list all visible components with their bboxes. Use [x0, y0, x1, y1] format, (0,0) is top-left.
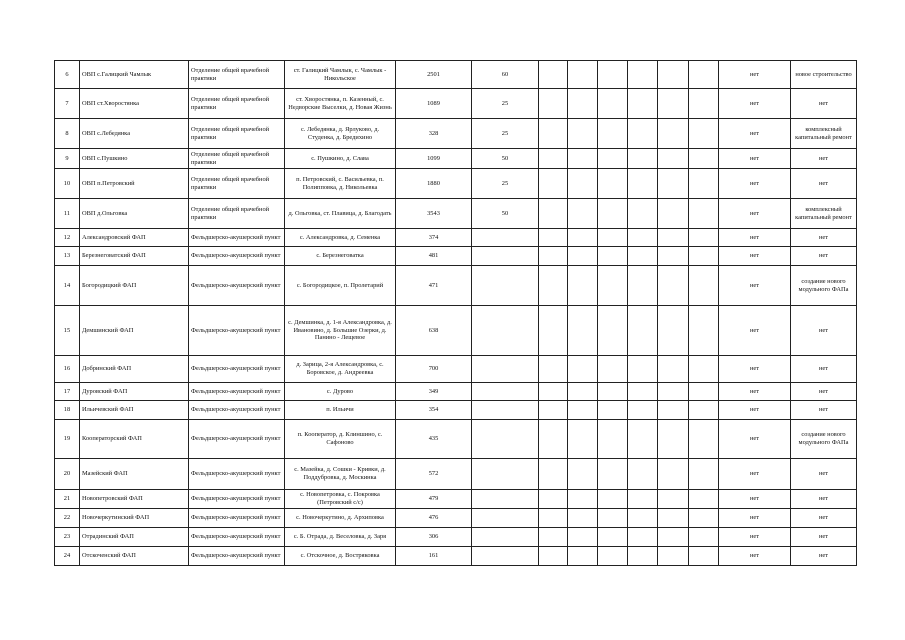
table-row [55, 356, 857, 383]
facility-name: Новочеркутинский ФАП [80, 509, 189, 528]
empty-cell [598, 490, 628, 509]
capacity [472, 547, 539, 566]
row-number: 17 [55, 383, 80, 401]
empty-cell [598, 401, 628, 420]
planned-action: нет [791, 459, 857, 490]
planned-action: нет [791, 89, 857, 119]
availability-status: нет [719, 383, 791, 401]
facility-name: Ильичевский ФАП [80, 401, 189, 420]
facility-type: Фельдшерско-акушерский пункт [189, 306, 285, 356]
capacity [472, 459, 539, 490]
population-served: 2501 [396, 61, 472, 89]
empty-cell [539, 420, 568, 459]
empty-cell [628, 61, 658, 89]
empty-cell [628, 247, 658, 266]
capacity [472, 229, 539, 247]
facility-type: Отделение общей врачебной практики [189, 61, 285, 89]
capacity [472, 420, 539, 459]
served-settlements: д. Ольговка, ст. Плавица, д. Благодать [285, 199, 396, 229]
empty-cell [628, 547, 658, 566]
row-number: 22 [55, 509, 80, 528]
empty-cell [658, 89, 689, 119]
planned-action: комплексный капитальный ремонт [791, 199, 857, 229]
availability-status: нет [719, 306, 791, 356]
table-row [55, 383, 857, 401]
population-served: 435 [396, 420, 472, 459]
empty-cell [658, 229, 689, 247]
empty-cell [598, 306, 628, 356]
empty-cell [568, 119, 598, 149]
empty-cell [689, 490, 719, 509]
facility-type: Фельдшерско-акушерский пункт [189, 490, 285, 509]
empty-cell [539, 247, 568, 266]
empty-cell [628, 169, 658, 199]
empty-cell [658, 490, 689, 509]
capacity: 50 [472, 149, 539, 169]
row-number: 23 [55, 528, 80, 547]
empty-cell [628, 229, 658, 247]
planned-action: нет [791, 306, 857, 356]
empty-cell [628, 306, 658, 356]
empty-cell [539, 199, 568, 229]
planned-action: нет [791, 149, 857, 169]
facility-name: Березнеговатский ФАП [80, 247, 189, 266]
empty-cell [568, 420, 598, 459]
row-number: 10 [55, 169, 80, 199]
row-number: 8 [55, 119, 80, 149]
empty-cell [628, 401, 658, 420]
served-settlements: с. Пушкино, д. Слава [285, 149, 396, 169]
empty-cell [689, 306, 719, 356]
facility-name: Мазейский ФАП [80, 459, 189, 490]
capacity [472, 306, 539, 356]
empty-cell [658, 356, 689, 383]
empty-cell [628, 459, 658, 490]
empty-cell [539, 356, 568, 383]
table-row [55, 490, 857, 509]
empty-cell [689, 420, 719, 459]
planned-action: нет [791, 547, 857, 566]
empty-cell [689, 89, 719, 119]
table-row [55, 459, 857, 490]
empty-cell [598, 119, 628, 149]
empty-cell [598, 229, 628, 247]
empty-cell [568, 89, 598, 119]
empty-cell [539, 169, 568, 199]
medical-facilities-table [54, 60, 857, 566]
empty-cell [568, 459, 598, 490]
availability-status: нет [719, 266, 791, 306]
served-settlements: с. Александровка, д. Семенка [285, 229, 396, 247]
served-settlements: с. Березнеговатка [285, 247, 396, 266]
empty-cell [568, 169, 598, 199]
empty-cell [628, 528, 658, 547]
facility-type: Фельдшерско-акушерский пункт [189, 247, 285, 266]
row-number: 7 [55, 89, 80, 119]
capacity [472, 490, 539, 509]
empty-cell [568, 490, 598, 509]
empty-cell [539, 89, 568, 119]
table-row [55, 420, 857, 459]
table-row [55, 149, 857, 169]
capacity [472, 528, 539, 547]
empty-cell [628, 490, 658, 509]
population-served: 161 [396, 547, 472, 566]
facility-name: Александровский ФАП [80, 229, 189, 247]
row-number: 21 [55, 490, 80, 509]
row-number: 6 [55, 61, 80, 89]
facility-type: Отделение общей врачебной практики [189, 89, 285, 119]
facility-type: Фельдшерско-акушерский пункт [189, 401, 285, 420]
facility-name: Новопетровский ФАП [80, 490, 189, 509]
empty-cell [598, 420, 628, 459]
empty-cell [539, 547, 568, 566]
served-settlements: п. Ильичи [285, 401, 396, 420]
empty-cell [689, 169, 719, 199]
population-served: 479 [396, 490, 472, 509]
capacity [472, 509, 539, 528]
table-row [55, 199, 857, 229]
empty-cell [689, 149, 719, 169]
empty-cell [658, 119, 689, 149]
facility-name: Отрадинский ФАП [80, 528, 189, 547]
planned-action: нет [791, 169, 857, 199]
empty-cell [568, 149, 598, 169]
facility-name: Отскоченский ФАП [80, 547, 189, 566]
availability-status: нет [719, 169, 791, 199]
empty-cell [568, 509, 598, 528]
availability-status: нет [719, 401, 791, 420]
population-served: 471 [396, 266, 472, 306]
planned-action: нет [791, 509, 857, 528]
empty-cell [598, 199, 628, 229]
facility-name: ОВП д.Ольговка [80, 199, 189, 229]
facility-type: Фельдшерско-акушерский пункт [189, 356, 285, 383]
empty-cell [539, 401, 568, 420]
row-number: 9 [55, 149, 80, 169]
availability-status: нет [719, 199, 791, 229]
row-number: 20 [55, 459, 80, 490]
population-served: 572 [396, 459, 472, 490]
empty-cell [689, 509, 719, 528]
facility-name: ОВП с.Галицкий Чамлык [80, 61, 189, 89]
empty-cell [658, 149, 689, 169]
empty-cell [568, 401, 598, 420]
facility-type: Отделение общей врачебной практики [189, 169, 285, 199]
availability-status: нет [719, 89, 791, 119]
population-served: 354 [396, 401, 472, 420]
empty-cell [658, 247, 689, 266]
planned-action: новое строительство [791, 61, 857, 89]
empty-cell [598, 89, 628, 119]
table-row [55, 119, 857, 149]
served-settlements: д. Зарица, 2-я Александровка, с. Боровское, д. Андреевка [285, 356, 396, 383]
empty-cell [598, 356, 628, 383]
facility-name: Кооператорский ФАП [80, 420, 189, 459]
empty-cell [689, 119, 719, 149]
empty-cell [689, 199, 719, 229]
row-number: 12 [55, 229, 80, 247]
served-settlements: с. Дурово [285, 383, 396, 401]
table-row [55, 61, 857, 89]
facility-type: Фельдшерско-акушерский пункт [189, 459, 285, 490]
empty-cell [658, 169, 689, 199]
empty-cell [598, 459, 628, 490]
planned-action: нет [791, 247, 857, 266]
capacity: 25 [472, 89, 539, 119]
planned-action: комплексный капитальный ремонт [791, 119, 857, 149]
empty-cell [598, 266, 628, 306]
availability-status: нет [719, 247, 791, 266]
served-settlements: п. Кооператор, д. Клиншино, с. Сафоново [285, 420, 396, 459]
capacity: 25 [472, 119, 539, 149]
empty-cell [568, 229, 598, 247]
empty-cell [539, 383, 568, 401]
row-number: 19 [55, 420, 80, 459]
table-row [55, 547, 857, 566]
empty-cell [689, 247, 719, 266]
empty-cell [628, 266, 658, 306]
table-row [55, 89, 857, 119]
population-served: 1099 [396, 149, 472, 169]
empty-cell [658, 266, 689, 306]
planned-action: нет [791, 401, 857, 420]
facility-type: Фельдшерско-акушерский пункт [189, 266, 285, 306]
served-settlements: с. Демшинка, д. 1-я Александровка, д. Ивановино, д. Большие Озерки, д. Панино - Лещевое [285, 306, 396, 356]
population-served: 3543 [396, 199, 472, 229]
facility-name: Богородицкий ФАП [80, 266, 189, 306]
empty-cell [689, 528, 719, 547]
served-settlements: с. Новочеркутино, д. Архиповка [285, 509, 396, 528]
empty-cell [628, 420, 658, 459]
availability-status: нет [719, 459, 791, 490]
planned-action: нет [791, 356, 857, 383]
availability-status: нет [719, 420, 791, 459]
empty-cell [658, 199, 689, 229]
empty-cell [568, 247, 598, 266]
facility-name: Дуровский ФАП [80, 383, 189, 401]
served-settlements: с. Новопетровка, с. Покровка (Петровский с/с) [285, 490, 396, 509]
population-served: 476 [396, 509, 472, 528]
availability-status: нет [719, 229, 791, 247]
population-served: 700 [396, 356, 472, 383]
row-number: 13 [55, 247, 80, 266]
served-settlements: с. Отскочное, д. Востряковка [285, 547, 396, 566]
capacity [472, 266, 539, 306]
table-row [55, 247, 857, 266]
facility-name: ОВП п.Петровский [80, 169, 189, 199]
availability-status: нет [719, 61, 791, 89]
planned-action: нет [791, 229, 857, 247]
capacity [472, 247, 539, 266]
served-settlements: с. Б. Отрада, д. Веселовка, д. Заря [285, 528, 396, 547]
availability-status: нет [719, 119, 791, 149]
planned-action: нет [791, 490, 857, 509]
facility-type: Фельдшерско-акушерский пункт [189, 229, 285, 247]
empty-cell [539, 528, 568, 547]
row-number: 14 [55, 266, 80, 306]
empty-cell [628, 89, 658, 119]
row-number: 18 [55, 401, 80, 420]
empty-cell [689, 229, 719, 247]
empty-cell [628, 119, 658, 149]
planned-action: нет [791, 383, 857, 401]
empty-cell [658, 383, 689, 401]
empty-cell [689, 383, 719, 401]
row-number: 16 [55, 356, 80, 383]
population-served: 306 [396, 528, 472, 547]
served-settlements: с. Мазейка, д. Сошки - Кривки, д. Поддубровка, д. Москинка [285, 459, 396, 490]
empty-cell [628, 356, 658, 383]
facility-name: Демшинский ФАП [80, 306, 189, 356]
served-settlements: ст. Хворостянка, п. Казенный, с. Недворские Выселки, д. Новая Жизнь [285, 89, 396, 119]
capacity: 25 [472, 169, 539, 199]
empty-cell [568, 306, 598, 356]
facility-name: ОВП с.Лебедянка [80, 119, 189, 149]
facility-type: Фельдшерско-акушерский пункт [189, 509, 285, 528]
facility-type: Фельдшерско-акушерский пункт [189, 420, 285, 459]
empty-cell [628, 149, 658, 169]
empty-cell [628, 199, 658, 229]
population-served: 328 [396, 119, 472, 149]
empty-cell [689, 61, 719, 89]
table-row [55, 401, 857, 420]
empty-cell [598, 383, 628, 401]
table-row [55, 266, 857, 306]
empty-cell [689, 266, 719, 306]
empty-cell [689, 459, 719, 490]
population-served: 638 [396, 306, 472, 356]
empty-cell [568, 61, 598, 89]
empty-cell [539, 490, 568, 509]
empty-cell [539, 229, 568, 247]
empty-cell [689, 356, 719, 383]
row-number: 24 [55, 547, 80, 566]
served-settlements: п. Петровский, с. Васильевка, п. Полипповка, д. Никольевка [285, 169, 396, 199]
served-settlements: ст. Галицкий Чамлык, с. Чамлык - Никольское [285, 61, 396, 89]
facility-type: Фельдшерско-акушерский пункт [189, 528, 285, 547]
empty-cell [568, 266, 598, 306]
facility-type: Фельдшерско-акушерский пункт [189, 383, 285, 401]
empty-cell [628, 383, 658, 401]
empty-cell [539, 119, 568, 149]
population-served: 1089 [396, 89, 472, 119]
served-settlements: с. Богородицкое, п. Пролетарий [285, 266, 396, 306]
capacity [472, 383, 539, 401]
empty-cell [539, 266, 568, 306]
empty-cell [568, 356, 598, 383]
table-row [55, 509, 857, 528]
population-served: 374 [396, 229, 472, 247]
empty-cell [658, 61, 689, 89]
planned-action: создание нового модульного ФАПа [791, 420, 857, 459]
row-number: 15 [55, 306, 80, 356]
empty-cell [568, 199, 598, 229]
served-settlements: с. Лебедянка, д. Ярлуково, д. Студенка, д. Бредихино [285, 119, 396, 149]
empty-cell [598, 509, 628, 528]
capacity: 50 [472, 199, 539, 229]
empty-cell [598, 528, 628, 547]
availability-status: нет [719, 149, 791, 169]
capacity: 60 [472, 61, 539, 89]
empty-cell [598, 247, 628, 266]
empty-cell [628, 509, 658, 528]
capacity [472, 356, 539, 383]
empty-cell [658, 420, 689, 459]
empty-cell [689, 401, 719, 420]
facility-name: ОВП с.Пушкино [80, 149, 189, 169]
empty-cell [598, 169, 628, 199]
empty-cell [598, 547, 628, 566]
population-served: 349 [396, 383, 472, 401]
table-row [55, 528, 857, 547]
facility-type: Отделение общей врачебной практики [189, 149, 285, 169]
population-served: 1880 [396, 169, 472, 199]
empty-cell [658, 547, 689, 566]
capacity [472, 401, 539, 420]
empty-cell [539, 509, 568, 528]
planned-action: нет [791, 528, 857, 547]
table-row [55, 229, 857, 247]
empty-cell [539, 306, 568, 356]
empty-cell [539, 149, 568, 169]
empty-cell [598, 61, 628, 89]
facility-type: Отделение общей врачебной практики [189, 119, 285, 149]
empty-cell [658, 401, 689, 420]
empty-cell [658, 528, 689, 547]
empty-cell [539, 459, 568, 490]
empty-cell [568, 383, 598, 401]
table-row [55, 306, 857, 356]
facility-name: Добринский ФАП [80, 356, 189, 383]
facility-name: ОВП ст.Хворостянка [80, 89, 189, 119]
empty-cell [598, 149, 628, 169]
availability-status: нет [719, 528, 791, 547]
population-served: 481 [396, 247, 472, 266]
planned-action: создание нового модульного ФАПа [791, 266, 857, 306]
empty-cell [658, 509, 689, 528]
empty-cell [539, 61, 568, 89]
facility-type: Фельдшерско-акушерский пункт [189, 547, 285, 566]
empty-cell [689, 547, 719, 566]
availability-status: нет [719, 356, 791, 383]
availability-status: нет [719, 547, 791, 566]
empty-cell [658, 459, 689, 490]
facility-type: Отделение общей врачебной практики [189, 199, 285, 229]
empty-cell [568, 528, 598, 547]
availability-status: нет [719, 490, 791, 509]
empty-cell [658, 306, 689, 356]
empty-cell [568, 547, 598, 566]
availability-status: нет [719, 509, 791, 528]
table-row [55, 169, 857, 199]
row-number: 11 [55, 199, 80, 229]
